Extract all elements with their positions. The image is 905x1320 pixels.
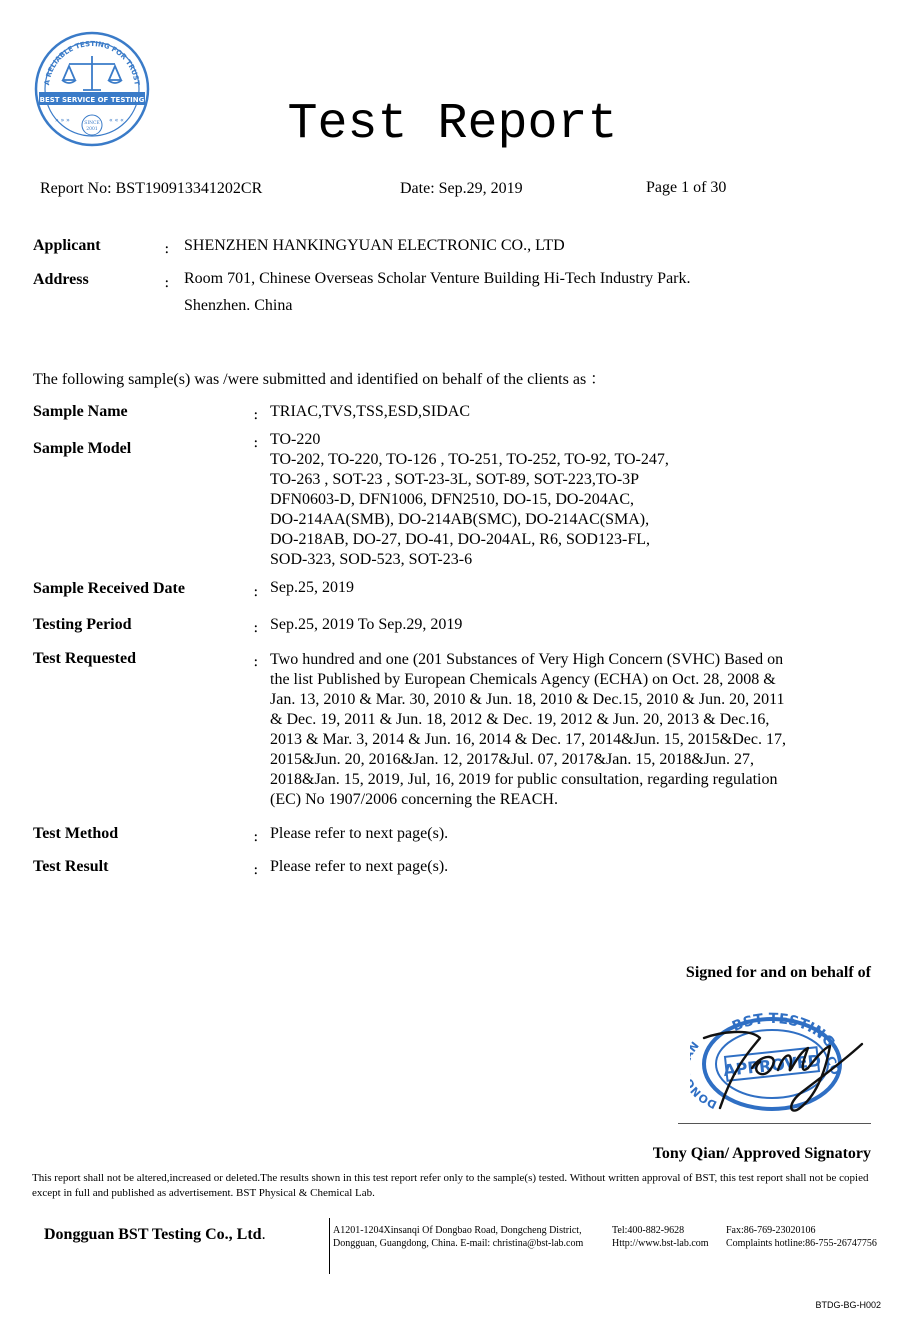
page-indicator: Page 1 of 30 (646, 179, 727, 196)
received-date-label: Sample Received Date (33, 580, 185, 597)
address-line-1: Room 701, Chinese Overseas Scholar Venture Building Hi-Tech Industry Park. (184, 270, 691, 287)
signatory-name: Tony Qian/ Approved Signatory (652, 1145, 871, 1162)
test-result-colon: ： (253, 863, 266, 877)
footer-company (44, 1226, 266, 1244)
signed-for-text: Signed for and on behalf of (685, 964, 871, 981)
sample-name-label: Sample Name (33, 403, 128, 420)
applicant-colon: ： (164, 242, 177, 256)
sample-model-value (270, 430, 669, 570)
test-requested-value (270, 650, 786, 810)
test-method-label: Test Method (33, 825, 119, 842)
stamp-top-text: BST TESTING (729, 1010, 838, 1051)
footer-address-line-1: A1201-1204Xinsanqi Of Dongbao Road, Dongcheng District, (333, 1225, 582, 1236)
test-requested-line: 2018&Jan. 15, 2019, Jul, 16, 2019 for public consultation, regarding regulation (270, 771, 778, 788)
page-title: Test Report (287, 96, 618, 153)
logo-banner-text: BEST SERVICE OF TESTING (39, 96, 145, 104)
sample-name-colon: ： (253, 408, 266, 422)
footer-address-line-2: Dongguan, Guangdong, China. E-mail: christina@bst-lab.com (333, 1238, 584, 1249)
sample-model-line: SOD-323, SOD-523, SOT-23-6 (270, 551, 473, 568)
test-requested-label: Test Requested (33, 650, 136, 667)
applicant-label: Applicant (33, 237, 101, 254)
document-code: BTDG-BG-H002 (815, 1300, 881, 1310)
signature-line (678, 1123, 871, 1124)
approval-stamp (690, 1008, 870, 1118)
footer-company-dot: . (261, 1226, 266, 1243)
testing-period-value: Sep.25, 2019 To Sep.29, 2019 (270, 616, 463, 633)
test-requested-line: (EC) No 1907/2006 concerning the REACH. (270, 791, 558, 808)
sample-model-line: DO-218AB, DO-27, DO-41, DO-204AL, R6, SOD123-FL, (270, 531, 650, 548)
test-result-value: Please refer to next page(s). (270, 858, 449, 875)
stamp-right-text: CO (823, 1054, 843, 1077)
sample-model-line: TO-263 , SOT-23 , SOT-23-3L, SOT-89, SOT-223,TO-3P (270, 471, 640, 488)
stamp-left-text: DO (695, 1090, 719, 1112)
test-requested-colon: ： (253, 655, 266, 669)
address-label: Address (33, 271, 89, 288)
logo-arc-text: A RELIABLE TESTING FOR TRUST (43, 39, 141, 86)
test-requested-line: & Dec. 19, 2011 & Jun. 18, 2012 & Dec. 19, 2012 & Jun. 20, 2013 & Dec.16, (270, 711, 770, 728)
disclaimer-text: This report shall not be altered,increased or deleted.The results shown in this test report refer only to the sample(s) tested. Without written approval of BST, this test report shall not be copied except in full and published as advertisement. BST Physical & Chemical Lab. (32, 1172, 869, 1199)
footer-divider (329, 1218, 330, 1274)
report-number: Report No: BST190913341202CR (40, 180, 263, 197)
footer-website: Http://www.bst-lab.com (612, 1238, 709, 1249)
test-requested-line: 2015&Jun. 20, 2016&Jan. 12, 2017&Jul. 07, 2017&Jan. 15, 2018&Jun. 27, (270, 751, 755, 768)
stamp-center-text: APPROVED (722, 1050, 822, 1081)
intro-text: The following sample(s) was /were submitted and identified on behalf of the clients as ： (33, 371, 607, 388)
logo-since: SINCE (84, 121, 100, 126)
received-date-colon: ： (253, 585, 266, 599)
testing-period-colon: ： (253, 621, 266, 635)
address-colon: ： (164, 276, 177, 290)
test-requested-line: the list Published by European Chemicals Agency (ECHA) on Oct. 28, 2008 & (270, 671, 776, 688)
test-requested-line: Jan. 13, 2010 & Mar. 30, 2010 & Jun. 18, 2010 & Dec.15, 2010 & Jun. 20, 2011 (270, 691, 785, 708)
sample-model-line: TO-220 (270, 431, 321, 448)
address-line-2: Shenzhen. China (184, 297, 293, 314)
footer-complaints: Complaints hotline:86-755-26747756 (726, 1238, 877, 1249)
test-requested-line: Two hundred and one (201 Substances of Very High Concern (SVHC) Based on (270, 651, 784, 668)
svg-text:« « «: « « « (109, 117, 124, 124)
footer-fax: Fax:86-769-23020106 (726, 1225, 816, 1236)
footer-company-name: Dongguan BST Testing Co., Ltd (44, 1226, 262, 1243)
logo-year: 2001 (86, 127, 98, 132)
svg-text:» » »: » » » (55, 117, 70, 124)
sample-model-line: TO-202, TO-220, TO-126 , TO-251, TO-252, TO-92, TO-247, (270, 451, 669, 468)
sample-model-line: DFN0603-D, DFN1006, DFN2510, DO-15, DO-204AC, (270, 491, 635, 508)
sample-model-colon: ： (253, 436, 266, 450)
footer-tel: Tel:400-882-9628 (612, 1225, 685, 1236)
test-result-label: Test Result (33, 858, 109, 875)
test-method-value: Please refer to next page(s). (270, 825, 449, 842)
sample-name-value: TRIAC,TVS,TSS,ESD,SIDAC (270, 403, 471, 420)
sample-model-line: DO-214AA(SMB), DO-214AB(SMC), DO-214AC(SMA), (270, 511, 650, 528)
applicant-value: SHENZHEN HANKINGYUAN ELECTRONIC CO., LTD (184, 237, 565, 254)
sample-model-label: Sample Model (33, 440, 132, 457)
testing-period-label: Testing Period (33, 616, 132, 633)
received-date-value: Sep.25, 2019 (270, 579, 354, 596)
test-method-colon: ： (253, 830, 266, 844)
test-requested-line: 2013 & Mar. 3, 2014 & Jun. 16, 2014 & Dec. 17, 2014&Jun. 15, 2015&Dec. 17, (270, 731, 786, 748)
report-date: Date: Sep.29, 2019 (400, 180, 523, 197)
